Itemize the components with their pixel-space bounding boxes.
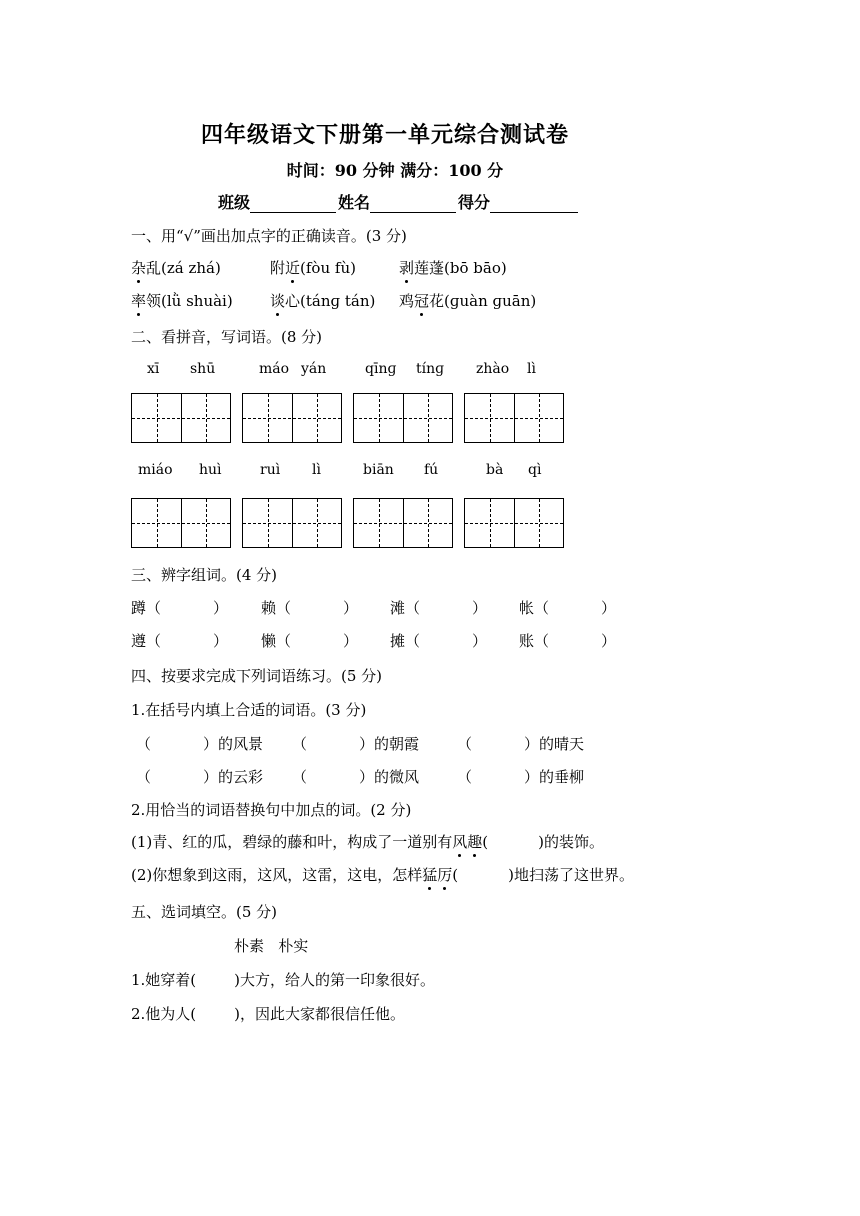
name-label: 姓名 xyxy=(338,193,371,212)
close-paren: ） xyxy=(524,768,540,786)
section4-heading: 四、按要求完成下列词语练习。(5 分) xyxy=(131,667,383,685)
char: 帐 xyxy=(519,599,535,617)
dotted-char: 剥 xyxy=(399,259,415,277)
close-paren: ） xyxy=(601,599,617,617)
char: 赖 xyxy=(261,599,277,617)
close-paren: ） xyxy=(524,735,540,753)
char-item xyxy=(261,630,358,651)
section1-heading: 一、用“√”画出加点字的正确读音。(3 分) xyxy=(131,227,407,245)
open-paren: （ xyxy=(534,632,550,650)
pinyin: zhào xyxy=(476,361,510,377)
dotted-char: 风 xyxy=(452,833,468,851)
char: 遵 xyxy=(131,632,147,650)
item-text: 乱(zá zhá) xyxy=(146,259,221,277)
dotted-char: 厉 xyxy=(437,866,453,884)
dotted-char: 冠 xyxy=(414,292,430,310)
char-item xyxy=(519,630,616,651)
item-text: 领(lǜ shuài) xyxy=(146,292,233,310)
pinyin: xī xyxy=(147,361,160,377)
item-text: (fòu fù) xyxy=(300,259,356,277)
pronunciation-item xyxy=(399,257,507,278)
open-paren: （ xyxy=(457,768,473,786)
item-text: 花(ɡuàn ɡuān) xyxy=(429,292,537,310)
pinyin: lì xyxy=(312,462,321,478)
char: 懒 xyxy=(261,632,277,650)
close-paren: ) xyxy=(538,833,544,851)
char: 摊 xyxy=(390,632,406,650)
section5-heading: 五、选词填空。(5 分) xyxy=(131,903,278,921)
fill-item xyxy=(292,733,419,754)
sentence-text: 1.她穿着( xyxy=(131,971,197,989)
sentence-1 xyxy=(131,831,604,852)
close-paren: ） xyxy=(213,632,229,650)
section4-q1: 1.在括号内填上合适的词语。(3 分) xyxy=(131,701,367,719)
pronunciation-item xyxy=(270,290,375,311)
phrase: 的微风 xyxy=(374,768,420,786)
close-paren: ) xyxy=(508,866,514,884)
pinyin: biān xyxy=(363,462,394,478)
phrase: 的朝霞 xyxy=(374,735,420,753)
sentence-text: 的装饰。 xyxy=(544,833,605,851)
close-paren: ） xyxy=(472,632,488,650)
close-paren: ） xyxy=(601,632,617,650)
phrase: 的风景 xyxy=(218,735,264,753)
pinyin: qīnɡ xyxy=(365,361,397,377)
writing-grid[interactable] xyxy=(242,393,342,443)
close-paren: ） xyxy=(472,599,488,617)
dotted-char: 杂 xyxy=(131,259,147,277)
pinyin: miáo xyxy=(138,462,173,478)
writing-grid[interactable] xyxy=(464,498,564,548)
open-paren: （ xyxy=(292,768,308,786)
score-blank[interactable] xyxy=(490,196,578,213)
pronunciation-item xyxy=(399,290,536,311)
close-paren: ） xyxy=(359,768,375,786)
pinyin: shū xyxy=(190,361,216,377)
name-blank[interactable] xyxy=(370,196,456,213)
dotted-char: 猛 xyxy=(422,866,438,884)
page-title: 四年级语文下册第一单元综合测试卷 xyxy=(200,122,569,148)
pinyin: qì xyxy=(528,462,542,478)
dotted-char: 近 xyxy=(285,259,301,277)
char: 滩 xyxy=(390,599,406,617)
dotted-char: 率 xyxy=(131,292,147,310)
char-item xyxy=(131,597,228,618)
sentence-text: )大方，给人的第一印象很好。 xyxy=(234,971,436,989)
open-paren: （ xyxy=(146,632,162,650)
close-paren: ） xyxy=(203,768,219,786)
open-paren: ( xyxy=(482,833,489,851)
open-paren: （ xyxy=(292,735,308,753)
sentence-text: )，因此大家都很信任他。 xyxy=(234,1005,406,1023)
char-item xyxy=(519,597,616,618)
phrase: 的晴天 xyxy=(539,735,585,753)
open-paren: （ xyxy=(405,599,421,617)
dotted-char: 谈 xyxy=(270,292,286,310)
sentence-text: 2.他为人( xyxy=(131,1005,197,1023)
pronunciation-item xyxy=(131,290,233,311)
fill-sentence-2 xyxy=(131,1003,405,1024)
char-item xyxy=(390,597,487,618)
fill-item xyxy=(457,766,584,787)
class-label: 班级 xyxy=(218,193,251,212)
phrase: 的云彩 xyxy=(218,768,264,786)
page-subtitle: 时间：90 分钟 满分：100 分 xyxy=(286,161,504,180)
char: 蹲 xyxy=(131,599,147,617)
dotted-char: 趣 xyxy=(467,833,483,851)
open-paren: （ xyxy=(136,735,152,753)
fill-item xyxy=(136,733,263,754)
close-paren: ） xyxy=(343,632,359,650)
fill-item xyxy=(292,766,419,787)
open-paren: （ xyxy=(457,735,473,753)
pinyin: yán xyxy=(301,361,327,377)
writing-grid[interactable] xyxy=(353,498,453,548)
pronunciation-item xyxy=(131,257,221,278)
pinyin: tínɡ xyxy=(416,361,445,377)
writing-grid[interactable] xyxy=(464,393,564,443)
item-text: 附 xyxy=(270,259,286,277)
char-item xyxy=(261,597,358,618)
char-item xyxy=(390,630,487,651)
open-paren: （ xyxy=(405,632,421,650)
char: 账 xyxy=(519,632,535,650)
writing-grid[interactable] xyxy=(242,498,342,548)
pinyin: ruì xyxy=(260,462,281,478)
student-info-line xyxy=(218,190,580,213)
pinyin: lì xyxy=(527,361,536,377)
sentence-text: 地扫荡了这世界。 xyxy=(514,866,635,884)
writing-grid[interactable] xyxy=(131,498,231,548)
writing-grid[interactable] xyxy=(131,393,231,443)
close-paren: ） xyxy=(213,599,229,617)
close-paren: ） xyxy=(203,735,219,753)
pinyin: huì xyxy=(199,462,222,478)
section2-heading: 二、看拼音，写词语。(8 分) xyxy=(131,328,323,346)
char-item xyxy=(131,630,228,651)
open-paren: （ xyxy=(146,599,162,617)
class-blank[interactable] xyxy=(250,196,336,213)
word-options: 朴素 朴实 xyxy=(234,937,309,955)
open-paren: ( xyxy=(452,866,459,884)
sentence-2 xyxy=(131,864,634,885)
close-paren: ） xyxy=(343,599,359,617)
pinyin: bà xyxy=(486,462,504,478)
fill-sentence-1 xyxy=(131,969,435,990)
open-paren: （ xyxy=(276,632,292,650)
writing-grid[interactable] xyxy=(353,393,453,443)
pronunciation-item xyxy=(270,257,356,278)
score-label: 得分 xyxy=(458,193,491,212)
open-paren: （ xyxy=(276,599,292,617)
section4-q2: 2.用恰当的词语替换句中加点的词。(2 分) xyxy=(131,801,412,819)
phrase: 的垂柳 xyxy=(539,768,585,786)
section3-heading: 三、辨字组词。(4 分) xyxy=(131,566,278,584)
sentence-text: (2)你想象到这雨，这风，这雷，这电，怎样 xyxy=(131,866,423,884)
item-text: 心(tánɡ tán) xyxy=(285,292,376,310)
close-paren: ） xyxy=(359,735,375,753)
open-paren: （ xyxy=(534,599,550,617)
pinyin: fú xyxy=(424,462,439,478)
item-text: 鸡 xyxy=(399,292,415,310)
pinyin: máo xyxy=(259,361,290,377)
fill-item xyxy=(136,766,263,787)
item-text: 莲蓬(bō bāo) xyxy=(414,259,507,277)
fill-item xyxy=(457,733,584,754)
sentence-text: (1)青、红的瓜，碧绿的藤和叶，构成了一道别有 xyxy=(131,833,453,851)
open-paren: （ xyxy=(136,768,152,786)
